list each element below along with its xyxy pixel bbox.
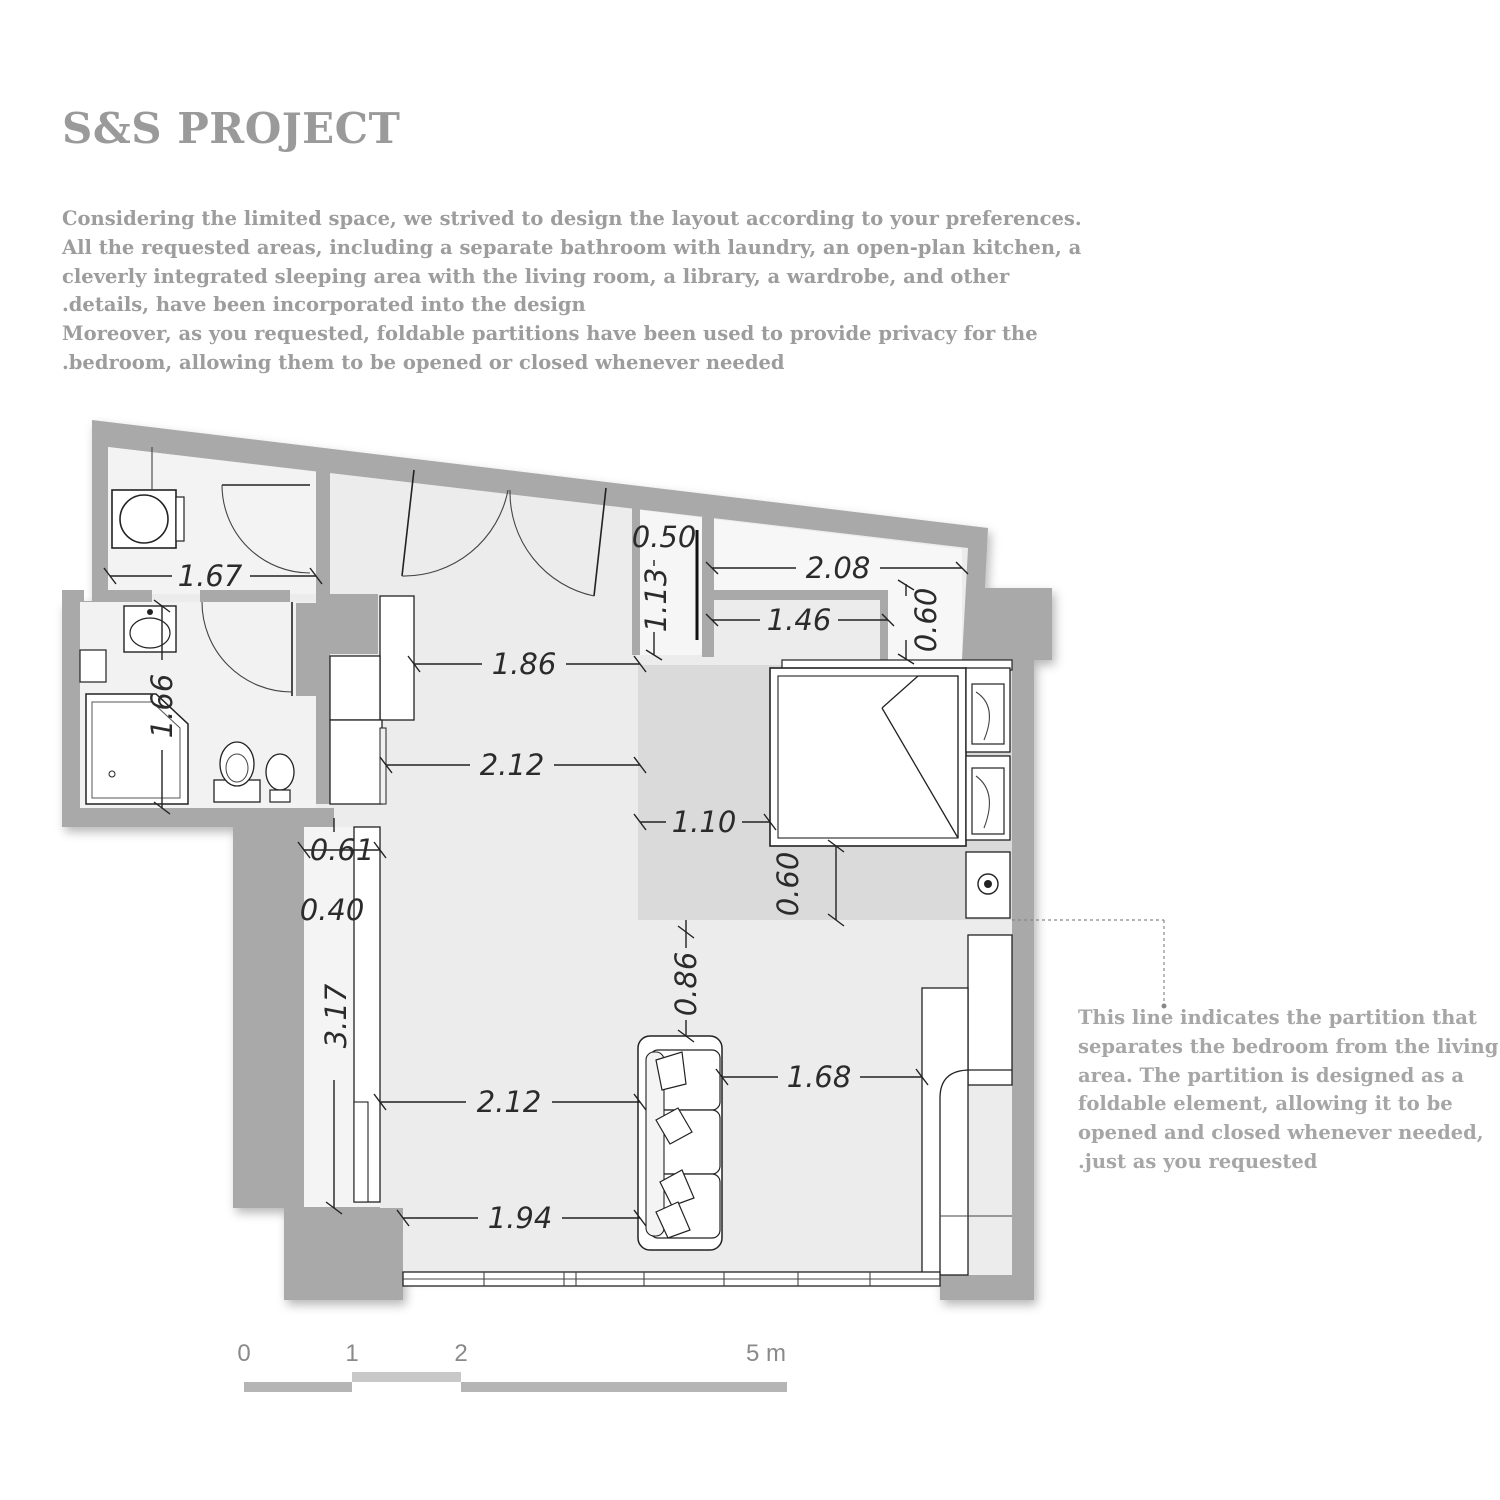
description-line: Moreover, as you requested, foldable partitions have been used to provide privacy for the bbox=[62, 322, 1038, 346]
dim-bed-side: 1.10 bbox=[671, 805, 737, 839]
dim-closet-width: 0.50 bbox=[631, 520, 697, 554]
note-line: .just as you requested bbox=[1078, 1149, 1318, 1173]
note-line: area. The partition is designed as a bbox=[1078, 1063, 1465, 1087]
partition-leader bbox=[1012, 920, 1167, 1009]
scale-segment bbox=[352, 1372, 461, 1382]
dim-sofa-to-tv: 1.68 bbox=[786, 1060, 852, 1094]
note-line: foldable element, allowing it to be bbox=[1078, 1092, 1453, 1116]
dim-library-to-sofa: 2.12 bbox=[476, 1085, 542, 1119]
project-title: S&S PROJECT bbox=[62, 104, 401, 153]
dim-bed-to-wall: 1.46 bbox=[766, 603, 832, 637]
library-shelf bbox=[354, 827, 380, 1202]
dim-bath-top-width: 1.67 bbox=[177, 559, 243, 593]
scale-bar bbox=[237, 1340, 787, 1392]
bidet bbox=[266, 754, 294, 802]
dim-window-to-sofa: 1.94 bbox=[487, 1201, 553, 1235]
dim-closet-depth: 1.13 bbox=[639, 567, 673, 633]
description-line: .bedroom, allowing them to be opened or closed whenever needed bbox=[62, 350, 785, 374]
scale-segment bbox=[461, 1382, 787, 1392]
scale-label-5m: 5 m bbox=[745, 1340, 787, 1367]
description-line: .details, have been incorporated into the design bbox=[62, 293, 586, 317]
dim-bedroom-top: 2.08 bbox=[805, 551, 871, 585]
dim-shelf-depth: 0.40 bbox=[299, 893, 365, 927]
scale-label-2: 2 bbox=[454, 1340, 468, 1367]
dim-bed-head-gap: 0.60 bbox=[909, 587, 943, 653]
dim-bed-foot: 0.60 bbox=[771, 851, 805, 917]
scale-label-0: 0 bbox=[237, 1340, 251, 1367]
sink bbox=[124, 606, 176, 652]
partition-note bbox=[1078, 1004, 1498, 1177]
note-line: separates the bedroom from the living bbox=[1078, 1034, 1499, 1058]
note-line: This line indicates the partition that bbox=[1078, 1006, 1477, 1029]
scale-segment bbox=[244, 1382, 352, 1392]
dim-partition-to-sofa: 0.86 bbox=[669, 951, 703, 1017]
dim-kitchen-clear: 2.12 bbox=[479, 748, 545, 782]
note-line: opened and closed whenever needed, bbox=[1078, 1121, 1484, 1145]
dim-library-length: 3.17 bbox=[319, 983, 353, 1049]
window bbox=[403, 1272, 940, 1286]
bath-shelf bbox=[80, 650, 106, 682]
description-line: Considering the limited space, we strived to design the layout according to your preferences. bbox=[62, 207, 1082, 230]
dim-kitchen-to-bed: 1.86 bbox=[491, 647, 557, 681]
dim-bath-height: 1.66 bbox=[145, 673, 179, 739]
scale-label-1: 1 bbox=[345, 1340, 359, 1367]
description-line: All the requested areas, including a separate bathroom with laundry, an open-plan kitchen, a bbox=[62, 235, 1082, 259]
sofa bbox=[638, 1036, 722, 1250]
dim-hall-width: 0.61 bbox=[309, 833, 375, 867]
description-line: cleverly integrated sleeping area with the living room, a library, a wardrobe, and other bbox=[62, 264, 1010, 288]
bedroom-plant bbox=[966, 852, 1010, 918]
